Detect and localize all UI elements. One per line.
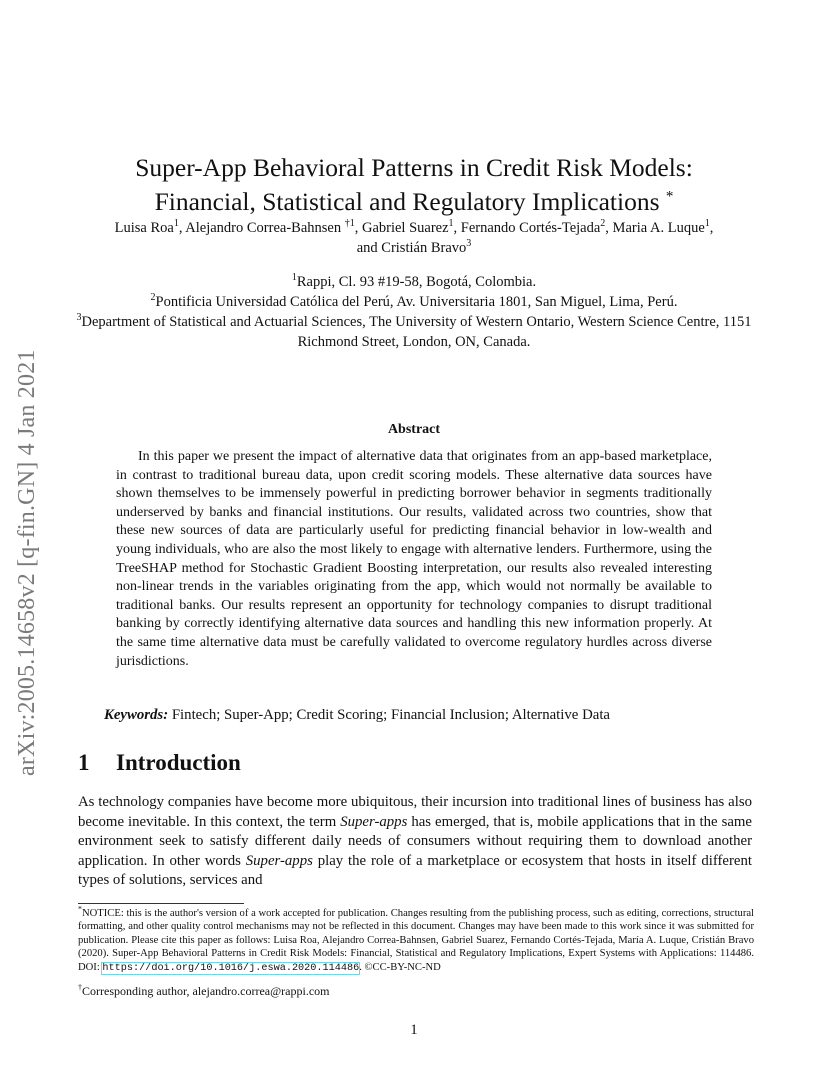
doi-link[interactable]: https://doi.org/10.1016/j.eswa.2020.114486 — [102, 962, 360, 974]
affiliation — [60, 272, 768, 292]
author-affiliation-mark: †1 — [344, 218, 355, 230]
paper-title — [0, 151, 828, 219]
footnote-mark: * — [78, 904, 82, 914]
affiliation-text: Department of Statistical and Actuarial Sciences, The University of Western Ontario, Western Science Centre, 1151 Richmond Street, London, ON, Canada. — [81, 314, 752, 350]
footnote-license: . ©CC-BY-NC-ND — [359, 961, 441, 973]
page-number: 1 — [410, 1022, 418, 1038]
title-line-1: Super-App Behavioral Patterns in Credit Risk Models: — [135, 153, 693, 183]
intro-emphasis: Super-apps — [245, 852, 313, 869]
intro-text: play the role of a marketplace or ecosystem that hosts in itself different types of solutions, services and — [78, 852, 752, 889]
author-affiliation-mark: 3 — [466, 238, 472, 250]
abstract-text: In this paper we present the impact of alternative data that originates from an app-based marketplace, in contrast to traditional bureau data, upon credit scoring models. These alternative data sources have shown themselves to be immensely powerful in predicting borrower behavior in segments traditionally underserved by banks and financial institutions. Our results, validated across two countries, show that these new sources of data are particularly useful for predicting financial behavior in low-wealth and young individuals, who are also the most likely to engage with alternative lenders. Furthermore, using the TreeSHAP method for Stochastic Gradient Boosting interpretation, our results also revealed interesting non-linear trends in the variables originating from the app, which would not normally be available to traditional banks. Our results represent an opportunity for technology companies to disrupt traditional banking by correctly identifying alternative data sources and handling this new information properly. At the same time alternative data must be carefully validated to overcome regulatory hurdles across diverse jurisdictions. — [116, 449, 712, 669]
affiliation-list — [60, 272, 768, 352]
author-separator: , — [605, 220, 613, 236]
section-heading-introduction — [78, 750, 241, 776]
author-affiliation-mark: 2 — [600, 218, 606, 230]
author-name: Luisa Roa — [114, 220, 174, 236]
footnote-corresponding-author — [78, 985, 754, 998]
author-name: Maria A. Luque — [612, 220, 705, 236]
introduction-paragraph — [78, 793, 752, 891]
author-affiliation-mark: 1 — [448, 218, 454, 230]
abstract-heading: Abstract — [387, 422, 441, 437]
author-affiliation-mark: 1 — [173, 218, 179, 230]
affiliation-text: Rappi, Cl. 93 #19-58, Bogotá, Colombia. — [296, 274, 537, 290]
affiliation-mark: 2 — [150, 292, 156, 304]
affiliation — [60, 312, 768, 352]
section-title: Introduction — [116, 750, 241, 775]
keywords-text: Fintech; Super-App; Credit Scoring; Financial Inclusion; Alternative Data — [171, 707, 611, 723]
footnote-text: Corresponding author, alejandro.correa@rappi.com — [82, 984, 330, 998]
author-list — [60, 218, 768, 258]
footnote-mark: † — [78, 983, 82, 992]
author-affiliation-mark: 1 — [704, 218, 710, 230]
title-line-2: Financial, Statistical and Regulatory Implications — [154, 187, 660, 217]
author-name: Alejandro Correa-Bahnsen — [185, 220, 342, 236]
intro-emphasis: Super-apps — [340, 813, 408, 830]
author-separator: , — [709, 220, 714, 236]
affiliation-text: Pontificia Universidad Católica del Perú, Av. Universitaria 1801, San Miguel, Lima, Perú. — [155, 294, 678, 310]
author-separator: , — [453, 220, 461, 236]
author-and: and — [356, 240, 382, 256]
footnote-rule — [78, 903, 244, 904]
author-name: Cristián Bravo — [381, 240, 467, 256]
arxiv-identifier: arXiv:2005.14658v2 [q-fin.GN] 4 Jan 2021 — [14, 349, 40, 776]
affiliation — [60, 292, 768, 312]
affiliation-mark: 1 — [291, 272, 297, 284]
title-footnote-mark: * — [665, 188, 674, 205]
intro-text: has emerged, that is, mobile applications that in the same environment seek to satisfy different daily needs of consumers without requiring them to download another application. In other words — [78, 813, 752, 869]
author-name: Fernando Cortés-Tejada — [460, 220, 601, 236]
affiliation-mark: 3 — [76, 312, 82, 324]
author-name: Gabriel Suarez — [361, 220, 449, 236]
keywords-label: Keywords: — [104, 707, 169, 723]
author-separator: , — [178, 220, 186, 236]
intro-text: As technology companies have become more ubiquitous, their incursion into traditional lines of business has also become inevitable. In this context, the term — [78, 794, 752, 830]
footnote-notice — [78, 904, 754, 975]
section-number: 1 — [78, 750, 90, 775]
author-separator: , — [354, 220, 362, 236]
keywords-line — [104, 705, 724, 725]
footnote-text: NOTICE: this is the author's version of a work accepted for publication. Changes resulting from the publishing process, such as editing, corrections, structural formatting, and other quality control mechanisms may not be reflected in this document. Changes may have been made to this work since it was submitted for publication. Please cite this paper as follows: Luisa Roa, Alejandro Correa-Bahnsen, Gabriel Suarez, Fernando Cortés-Tejada, María A. Luque, Cristián Bravo (2020). Super-App Behavioral Patterns in Credit Risk Models: Financial, Statistical and Regulatory Implications, Expert Systems with Applications: 114486. DOI: — [78, 908, 754, 973]
